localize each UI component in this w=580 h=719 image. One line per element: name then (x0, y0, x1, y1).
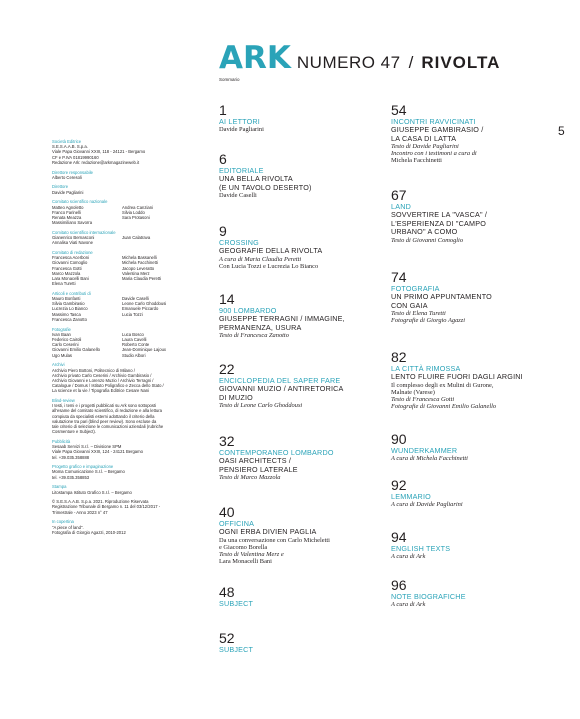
masthead-section-title: Società Editrice (52, 139, 82, 144)
masthead-name: Federico Cairoli (52, 337, 82, 342)
masthead-name (122, 317, 208, 322)
masthead-name: Marco Mazzola (52, 270, 81, 276)
masthead-line: Catalogue / Domus / Istituto Poligrafico e Zecca dello Stato / (52, 383, 164, 389)
masthead-section (52, 499, 208, 515)
masthead-name: Giovanni Emilio Galanello (52, 347, 100, 353)
toc-title: GEOGRAFIE DELLA RIVOLTA (219, 246, 323, 255)
toc-credit: Fotografie di Giovanni Emilio Galanello (391, 402, 497, 410)
masthead-name: Leone Carlo Ghoddousi (122, 301, 167, 307)
masthead-section (52, 184, 208, 194)
toc-title: GIUSEPPE TERRAGNI / IMMAGINE, (219, 314, 345, 323)
masthead-name: Silvia Loddo (122, 209, 145, 215)
masthead-line: Sesaab Servizi S.r.l. – Divisione SPM (52, 444, 122, 450)
masthead-section-title: Comitato scientifico nazionale (52, 199, 108, 205)
toc-entry (219, 103, 379, 133)
masthead-section-title: Pubblicità (52, 438, 71, 444)
masthead-section (52, 327, 208, 358)
masthead-line: Archivio privato Carlo Ceserini / Archivio Gambirasio / (52, 372, 152, 378)
toc-page-number: 82 (391, 349, 407, 365)
masthead-name: Annalisa Viati Navone (52, 240, 93, 246)
masthead-section-title: Direttore (52, 184, 69, 190)
toc-page-number: 90 (391, 431, 407, 447)
toc-section: LEMMARIO (391, 492, 431, 501)
toc-page-number: 48 (219, 584, 235, 600)
masthead-line: Litostampa Istituto Grafico S.r.l. – Bergamo (52, 489, 132, 495)
toc-title: (E UN TAVOLO DESERTO) (219, 182, 312, 192)
masthead-section-title: Progetto grafico e impaginazione (52, 464, 114, 470)
masthead-name: Ugo Mulas (52, 352, 73, 358)
toc-credit: A cura di Davide Pagliarini (391, 501, 463, 508)
toc-title: OASI ARCHITECTS / (219, 456, 292, 465)
masthead-name-grid (52, 296, 208, 322)
toc-credit: Testo di Francesca Gotti (391, 395, 455, 403)
toc-title: CON GAIA (391, 300, 428, 310)
toc-entry (391, 350, 551, 410)
masthead-section (52, 464, 208, 480)
toc-section: 900 LOMBARDO (219, 306, 277, 315)
masthead-name: Davide Caselli (122, 296, 149, 302)
masthead-line: I testi, i temi e i progetti pubblicati su Ark sono sottoposti (52, 403, 157, 409)
toc-title: GIUSEPPE GAMBIRASIO / (391, 125, 484, 134)
masthead-name (122, 240, 208, 245)
masthead-name-grid (52, 235, 208, 245)
masthead-name-grid (52, 332, 208, 358)
masthead-name: Sara Protasoni (122, 214, 150, 220)
header-slash: / (408, 53, 414, 72)
masthead-section (52, 199, 208, 225)
masthead-name: Francesca Zanotto (52, 316, 87, 322)
masthead-section-title: Blind-review (52, 398, 75, 404)
masthead-line: CF e P.IVA 01819990160 (52, 154, 99, 160)
toc-credit: Michela Facchinetti (391, 157, 442, 165)
masthead-section (52, 250, 208, 286)
masthead-section-title: In copertina (52, 519, 74, 525)
toc-section: AI LETTORI (219, 117, 261, 126)
magazine-header (219, 40, 500, 76)
masthead-section (52, 230, 208, 246)
toc-page-number: 94 (391, 529, 407, 545)
masthead-name: Laura Cavelli (122, 337, 147, 342)
toc-title: L'ESPERIENZA DI "CAMPO (391, 218, 486, 228)
masthead-name (122, 281, 208, 286)
toc-credit: A cura di Ark (391, 553, 426, 560)
toc-credit: Fotografie di Giorgio Agazzi (391, 317, 466, 325)
masthead-name: Franco Farinelli (52, 209, 81, 215)
toc-title: UNA BELLA RIVOLTA (219, 174, 293, 183)
toc-title: OGNI ERBA DIVIEN PAGLIA (219, 527, 317, 536)
masthead-section (52, 484, 208, 494)
masthead-name: Emanuele Piccardo (122, 306, 159, 312)
masthead-name: Matteo Agnoletto (52, 204, 84, 210)
toc-credit: Testo di Leone Carlo Ghoddousi (219, 402, 303, 410)
toc-section: INCONTRI RAVVICINATI (391, 117, 476, 126)
masthead-line: S.E.S.A.A.B. S.p.a. (52, 144, 88, 150)
masthead-line: all'esame del comitato scientifico, di redazione e alla lettura (52, 408, 162, 414)
toc-entry (391, 578, 551, 608)
toc-entry (219, 585, 379, 608)
masthead-name-grid (52, 205, 208, 226)
masthead-name: Renata Meazza (52, 214, 82, 220)
masthead-name: Michela Bassanelli (122, 255, 157, 261)
toc-credit: Testo di Davide Pagliarini (391, 143, 459, 151)
masthead-section-title: Fotografie (52, 326, 71, 332)
toc-section: EDITORIALE (219, 166, 264, 175)
ark-logo: ARK (219, 40, 291, 76)
masthead-name: Ivan Baan (52, 331, 71, 337)
masthead-name: Andrea Canziani (122, 204, 153, 210)
toc-credit: A cura di Maria Claudia Peretti (219, 255, 302, 263)
masthead-name: Giovanni Comoglio (52, 260, 88, 266)
toc-entry (391, 478, 551, 508)
toc-credit: Lara Monacelli Bani (219, 557, 272, 565)
toc-credit: A cura di Ark (391, 601, 426, 608)
masthead-name: Michela Facchinetti (122, 260, 158, 266)
toc-section: CROSSING (219, 238, 259, 247)
toc-entry (219, 434, 379, 481)
masthead-section-title: Archivi (52, 362, 65, 368)
masthead-name: Luca Bosco (122, 331, 144, 337)
toc-section: SUBJECT (219, 645, 254, 654)
toc-credit: Davide Pagliarini (219, 126, 264, 133)
masthead-line: Viale Papa Giovanni XXIII, 124 - 24121 Bergamo (52, 449, 143, 455)
masthead-name: Jean-Dominique Lajoux (122, 347, 166, 353)
masthead-name: Massimiliano Savorra (52, 220, 93, 226)
masthead-section (52, 139, 208, 165)
toc-page-number: 52 (219, 630, 235, 646)
masthead-line: Alberto Ceresoli (52, 174, 82, 180)
masthead-line: compiuta da specialisti esterni adottando il criterio della (52, 413, 155, 419)
masthead-name: Lucia Tozzi (122, 311, 143, 317)
masthead-name-grid (52, 255, 208, 286)
masthead-line: valutazione tra pari (blind peer review). Sono escluse da (52, 418, 157, 424)
masthead-name: Roberto Conte (122, 342, 150, 348)
masthead-section-title: Stampa (52, 484, 67, 490)
masthead-line: Trimestrale - Anno 2023 n° 47 (52, 509, 108, 515)
toc-entry (219, 362, 379, 409)
masthead-name: Francesca Acerboni (52, 255, 90, 261)
masthead-line: Moma Comunicazione S.r.l. – Bergamo (52, 469, 125, 475)
toc-entry (219, 631, 379, 654)
masthead-name: Juan Calatrava (122, 235, 151, 241)
masthead-section (52, 519, 208, 535)
masthead-name: Gianenrico Bernasconi (52, 235, 95, 241)
masthead-name (122, 220, 208, 225)
masthead-section (52, 362, 208, 393)
toc-credit: Testo di Giovanni Comoglio (391, 236, 464, 244)
toc-page-number: 14 (219, 291, 235, 307)
masthead-name: Mauro Bonfanti (52, 296, 81, 302)
toc-page-number: 9 (219, 223, 227, 239)
masthead-name: Elena Turetti (52, 281, 76, 287)
toc-entry (391, 103, 551, 164)
toc-page-number: 22 (219, 361, 235, 377)
toc-section: FOTOGRAFIA (391, 284, 440, 293)
issue-theme: RIVOLTA (421, 53, 501, 72)
sommario-label: Sommario (219, 77, 240, 82)
toc-section: ENGLISH TEXTS (391, 544, 451, 553)
page-number: 5 (558, 124, 565, 138)
toc-page-number: 92 (391, 477, 407, 493)
toc-credit: Davide Caselli (219, 192, 257, 200)
masthead-line: La science et la vie / Tipografia Editrice Cesare Nani (52, 388, 150, 394)
toc-section: LA CITTÀ RIMOSSA (391, 364, 461, 373)
toc-title: PERMANENZA, USURA (219, 322, 302, 332)
toc-page-number: 40 (219, 504, 235, 520)
toc-page-number: 74 (391, 269, 407, 285)
masthead-section-title: Comitato scientifico internazionale (52, 229, 116, 235)
masthead-line: Viale Papa Giovanni XXIII, 118 - 24121 - Bergamo (52, 149, 146, 155)
toc-entry (391, 432, 551, 462)
masthead-line: Registrazione Tribunale di Bergamo n. 11 del 03/12/2017 - (52, 504, 161, 510)
masthead-name: Valentina Merz (122, 270, 150, 276)
toc-credit: Testo di Elena Turetti (391, 310, 446, 318)
toc-entry (219, 292, 379, 339)
masthead-name: Silvia Gambirasio (52, 301, 85, 307)
masthead-name: Lara Monacelli Bani (52, 275, 89, 281)
toc-page-number: 54 (391, 102, 407, 118)
toc-entry (219, 505, 379, 565)
toc-credit: Testo di Marco Mazzola (219, 474, 281, 482)
masthead-line: Davide Pagliarini (52, 189, 84, 195)
toc-title: URBANO" A COMO (391, 227, 458, 237)
toc-section: CONTEMPORANEO LOMBARDO (219, 448, 334, 457)
toc-entry (391, 530, 551, 560)
toc-title: SOVVERTIRE LA "VASCA" / (391, 210, 488, 219)
toc-page-number: 67 (391, 187, 407, 203)
toc-section: ENCICLOPEDIA DEL SAPER FARE (219, 376, 341, 385)
toc-credit: e Giacomo Borella (219, 543, 268, 551)
masthead-name: Jacopo Leveratto (122, 265, 155, 271)
toc-credit: Incontro con i testimoni a cura di (391, 150, 477, 158)
masthead-section (52, 291, 208, 322)
masthead-line: Archivio Giovanni e Lorenzo Muzio / Archivio Terragni / (52, 377, 154, 383)
issue-number: NUMERO 47 (296, 53, 401, 72)
toc-page-number: 1 (219, 102, 227, 118)
toc-section: SUBJECT (219, 599, 254, 608)
masthead-section (52, 398, 208, 434)
toc-title: UN PRIMO APPUNTAMENTO (391, 292, 492, 301)
toc-page-number: 32 (219, 433, 235, 449)
masthead-line: Fotografia di Giorgio Agazzi, 2010-2012 (52, 529, 126, 535)
toc-credit: Il complesso degli ex Mulini di Gurone, (391, 381, 494, 389)
toc-entry (219, 152, 379, 199)
masthead-section-title: Comitato di redazione (52, 249, 93, 255)
toc-entry (391, 188, 551, 244)
masthead-section-title: Articoli e contributi di (52, 290, 91, 296)
toc-section: OFFICINA (219, 519, 255, 528)
toc-title: LA CASA DI LATTA (391, 133, 457, 143)
masthead-line: tale criterio di selezione le comunicazioni aziendali (rubriche (52, 424, 164, 430)
toc-title: DI MUZIO (219, 392, 253, 402)
toc-credit: A cura di Michela Facchinetti (391, 455, 468, 462)
masthead-name: Francesca Gotti (52, 265, 82, 271)
masthead-line: tel. +39.035.358888 (52, 454, 90, 460)
toc-section: NOTE BIOGRAFICHE (391, 592, 466, 601)
toc-credit: Malnate (Varese) (391, 388, 435, 396)
toc-page-number: 96 (391, 577, 407, 593)
masthead-line: Archivio Piero Bottoni, Politecnico di Milano / (52, 367, 135, 373)
masthead-name: Massimo Tasca (52, 311, 81, 317)
masthead-section (52, 439, 208, 460)
toc-section: WUNDERKAMMER (391, 446, 458, 455)
toc-credit: Da una conversazione con Carlo Micheletti (219, 536, 330, 544)
toc-section: LAND (391, 202, 411, 211)
masthead-name: Lucrezia Lo Bianco (52, 306, 88, 312)
masthead-section (52, 170, 208, 180)
toc-page-number: 6 (219, 151, 227, 167)
masthead-name: Studio Albori (122, 352, 146, 358)
toc-title: PENSIERO LATERALE (219, 464, 298, 474)
masthead-line: © S.E.S.A.A.B. S.p.a. 2021. Riproduzione Riservata (52, 499, 149, 505)
masthead-line: Redazione Ark: redazione@arkmagazineweb.it (52, 159, 140, 165)
toc-title: LENTO FLUIRE FUORI DAGLI ARGINI (391, 372, 523, 381)
toc-credit: Con Lucia Tozzi e Lucrezia Lo Bianco (219, 262, 319, 270)
masthead-name: Carlo Ceserini (52, 342, 79, 348)
masthead-column (52, 139, 208, 540)
masthead-name: Maria Claudia Peretti (122, 275, 162, 281)
masthead-line: tel. +39.035.358853 (52, 474, 90, 480)
toc-credit: Testo di Valentina Merz e (219, 550, 284, 558)
toc-entry (391, 270, 551, 324)
toc-credit: Testo di Francesca Zanotto (219, 332, 289, 340)
toc-title: GIOVANNI MUZIO / ANTIRETORICA (219, 384, 344, 393)
masthead-section-title: Direttore responsabile (52, 169, 93, 175)
masthead-line: "A piece of land". (52, 524, 84, 530)
masthead-line: Cosmenture e Subject). (52, 429, 96, 435)
toc-entry (219, 224, 379, 270)
